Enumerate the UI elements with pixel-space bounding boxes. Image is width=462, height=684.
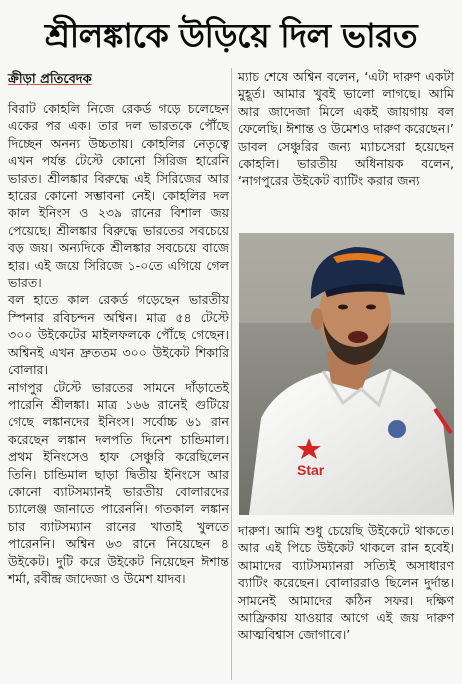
article-column-left xyxy=(8,100,229,680)
paragraph: নাগপুর টেস্টে ভারতের সামনে দাঁড়াতেই পারেনি শ্রীলঙ্কা। মাত্র ১৬৬ রানেই গুটিয়ে গেছে লঙ্কানদের ইনিংস। সর্বোচ্চ ৬১ রান করেছেন লঙ্কান দলপতি দিনেশ চান্ডিমাল। প্রথম ইনিংসেও হাফ সেঞ্চুরি করেছিলেন তিনি। চান্ডিমাল ছাড়া দ্বিতীয় ইনিংসে আর কোনো ব্যাটসম্যানই ভারতীয় বোলারদের চ্যালেঞ্জ জানাতে পারেননি। গতকাল লঙ্কান চার ব্যাটসম্যান রানের খাতাই খুলতে পারেননি। অশ্বিন ৬৩ রানে নিয়েছেন ৪ উইকেট। দুটি করে উইকেট নিয়েছেন ঈশান্ত শর্মা, রবীন্দ্র জাদেজা ও উমেশ যাদব। xyxy=(8,379,229,586)
eye-left xyxy=(338,305,348,310)
player-photo xyxy=(239,233,454,515)
ear xyxy=(311,308,323,330)
paragraph: দারুণ। আমি শুধু চেয়েছি উইকেটে থাকতে। আর এই পিচে উইকেট থাকলে রান হবেই। আমাদের ব্যাটসম্যানরা সত্যিই অসাধারণ ব্যাটিং করেছেন। বোলাররাও ছিলেন দুর্দান্ত। সামনেই আমাদের কঠিন সফর। দক্ষিণ আফ্রিকায় যাওয়ার আগে এই জয় দারুণ আত্মবিশ্বাস জোগাবে।’ xyxy=(238,523,454,643)
paragraph: বিরাট কোহলি নিজে রেকর্ড গড়ে চলেছেন একের পর এক। তার দল ভারতকে পৌঁছে দিচ্ছেন অনন্য উচ্চতায়। কোহলির নেতৃত্বে এখন পর্যন্ত টেস্টে কোনো সিরিজ হারেনি ভারত। শ্রীলঙ্কার বিরুদ্ধে এই সিরিজের আর হারের কোনো সম্ভাবনা নেই। কোহলির দল কাল ইনিংস ও ২৩৯ রানের বিশাল জয় পেয়েছে। শ্রীলঙ্কার বিরুদ্ধে ভারতের সবচেয়ে বড় জয়। অন্যদিকে শ্রীলঙ্কার সবচেয়ে বাজে হার। এই জয়ে সিরিজে ১-০তে এগিয়ে গেল ভারত। xyxy=(8,101,229,291)
paragraph: ডাবল সেঞ্চুরির জন্য ম্যাচসেরা হয়েছেন কোহলি। ভারতীয় অধিনায়ক বলেন, ‘নাগপুরের উইকেট ব্যাটিং করার জন্য xyxy=(238,138,454,189)
article-column-right-top xyxy=(238,68,454,223)
bcci-badge xyxy=(388,420,406,438)
column-divider xyxy=(231,68,232,680)
byline: ক্রীড়া প্রতিবেদক xyxy=(8,72,92,87)
headline: শ্রীলঙ্কাকে উড়িয়ে দিল ভারত xyxy=(44,16,418,55)
article-column-right-bottom xyxy=(238,522,454,682)
mouth xyxy=(348,331,368,343)
jersey-logo-text: Star xyxy=(297,462,325,478)
paragraph: ম্যাচ শেষে অশ্বিন বলেন, ‘এটা দারুণ একটা মুহূর্ত। আমার খুবই ভালো লাগছে। আমি আর জাদেজা মিলে একই জায়গায় বল ফেলেছি। ঈশান্ত ও উমেশও দারুণ করেছেন।’ xyxy=(238,69,454,137)
paragraph: বল হাতে কাল রেকর্ড গড়েছেন ভারতীয় স্পিনার রবিচন্দন অশ্বিন। মাত্র ৫৪ টেস্টে ৩০০ উইকেটের মাইলফলকে পৌঁছে গেছেন। অশ্বিনই এখন দ্রুততম ৩০০ উইকেট শিকারি বোলার। xyxy=(8,292,229,378)
eye-right xyxy=(366,305,376,310)
